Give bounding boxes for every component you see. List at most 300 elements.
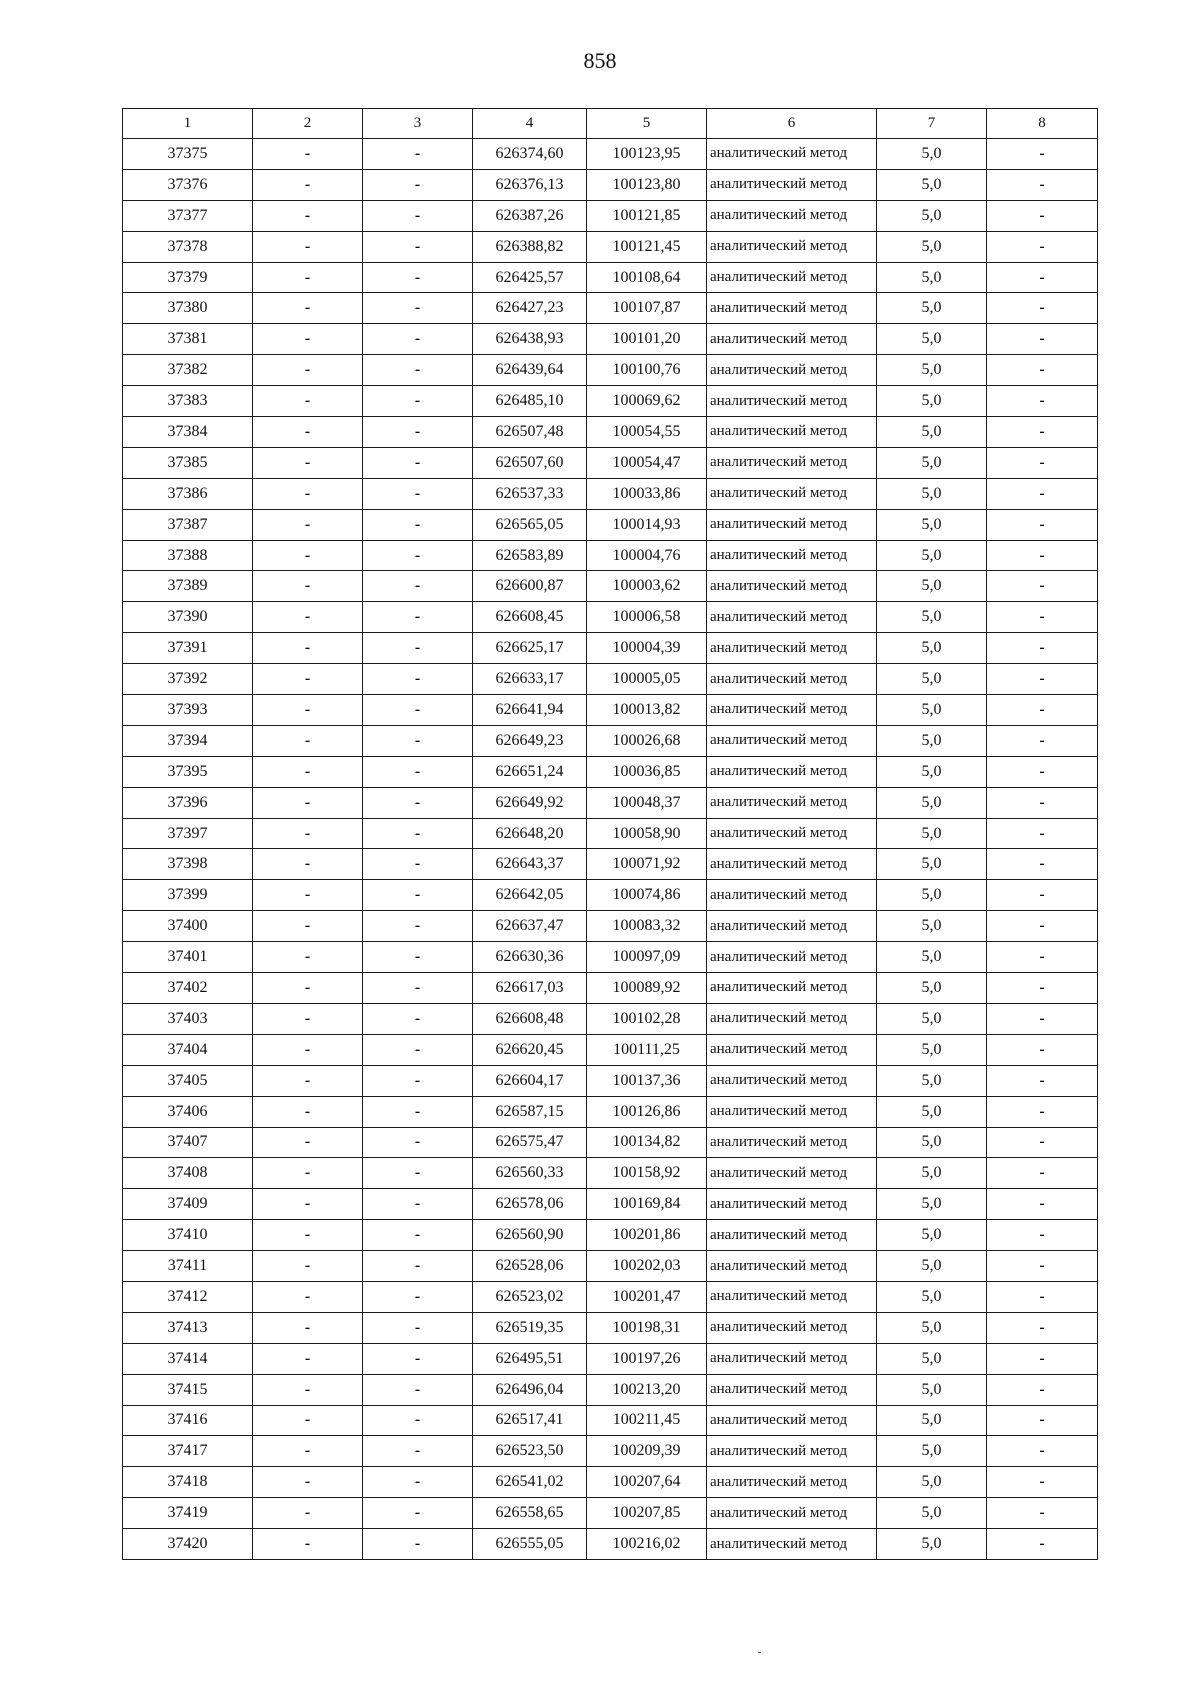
y-coordinate-cell: 100134,82 xyxy=(587,1127,707,1158)
col3-value-cell: - xyxy=(363,324,473,355)
table-row xyxy=(123,1281,1098,1312)
y-coordinate-cell: 100101,20 xyxy=(587,324,707,355)
col3-value-cell: - xyxy=(363,880,473,911)
col2-value-cell: - xyxy=(253,1003,363,1034)
accuracy-cell: 5,0 xyxy=(877,1065,987,1096)
method-cell: аналитический метод xyxy=(707,355,877,386)
x-coordinate-cell: 626587,15 xyxy=(473,1096,587,1127)
accuracy-cell: 5,0 xyxy=(877,725,987,756)
method-cell: аналитический метод xyxy=(707,478,877,509)
x-coordinate-cell: 626642,05 xyxy=(473,880,587,911)
accuracy-cell: 5,0 xyxy=(877,973,987,1004)
point-number-cell: 37388 xyxy=(123,540,253,571)
y-coordinate-cell: 100058,90 xyxy=(587,818,707,849)
column-header: 6 xyxy=(707,109,877,139)
y-coordinate-cell: 100201,47 xyxy=(587,1281,707,1312)
method-cell: аналитический метод xyxy=(707,1374,877,1405)
point-number-cell: 37391 xyxy=(123,633,253,664)
table-row xyxy=(123,509,1098,540)
point-number-cell: 37396 xyxy=(123,787,253,818)
point-number-cell: 37400 xyxy=(123,911,253,942)
col2-value-cell: - xyxy=(253,417,363,448)
method-cell: аналитический метод xyxy=(707,942,877,973)
table-body xyxy=(123,139,1098,1560)
col2-value-cell: - xyxy=(253,231,363,262)
col8-value-cell: - xyxy=(987,417,1098,448)
table-row xyxy=(123,231,1098,262)
table-row xyxy=(123,447,1098,478)
coordinates-table xyxy=(122,108,1098,1560)
point-number-cell: 37398 xyxy=(123,849,253,880)
accuracy-cell: 5,0 xyxy=(877,1436,987,1467)
table-row xyxy=(123,1096,1098,1127)
table-row xyxy=(123,1127,1098,1158)
point-number-cell: 37399 xyxy=(123,880,253,911)
column-header: 4 xyxy=(473,109,587,139)
col8-value-cell: - xyxy=(987,262,1098,293)
table-row xyxy=(123,1251,1098,1282)
method-cell: аналитический метод xyxy=(707,1281,877,1312)
col2-value-cell: - xyxy=(253,1127,363,1158)
point-number-cell: 37386 xyxy=(123,478,253,509)
point-number-cell: 37413 xyxy=(123,1312,253,1343)
y-coordinate-cell: 100054,47 xyxy=(587,447,707,478)
accuracy-cell: 5,0 xyxy=(877,324,987,355)
y-coordinate-cell: 100005,05 xyxy=(587,664,707,695)
table-row xyxy=(123,633,1098,664)
col8-value-cell: - xyxy=(987,1158,1098,1189)
col3-value-cell: - xyxy=(363,231,473,262)
method-cell: аналитический метод xyxy=(707,756,877,787)
x-coordinate-cell: 626523,02 xyxy=(473,1281,587,1312)
table-row xyxy=(123,725,1098,756)
table-row xyxy=(123,1529,1098,1560)
x-coordinate-cell: 626558,65 xyxy=(473,1498,587,1529)
x-coordinate-cell: 626633,17 xyxy=(473,664,587,695)
x-coordinate-cell: 626388,82 xyxy=(473,231,587,262)
x-coordinate-cell: 626541,02 xyxy=(473,1467,587,1498)
method-cell: аналитический метод xyxy=(707,169,877,200)
accuracy-cell: 5,0 xyxy=(877,1374,987,1405)
y-coordinate-cell: 100069,62 xyxy=(587,386,707,417)
col3-value-cell: - xyxy=(363,1312,473,1343)
x-coordinate-cell: 626578,06 xyxy=(473,1189,587,1220)
coordinates-table-container xyxy=(122,108,1097,1560)
col3-value-cell: - xyxy=(363,478,473,509)
table-row xyxy=(123,386,1098,417)
x-coordinate-cell: 626439,64 xyxy=(473,355,587,386)
y-coordinate-cell: 100100,76 xyxy=(587,355,707,386)
col3-value-cell: - xyxy=(363,756,473,787)
col8-value-cell: - xyxy=(987,231,1098,262)
method-cell: аналитический метод xyxy=(707,1034,877,1065)
col2-value-cell: - xyxy=(253,1281,363,1312)
point-number-cell: 37380 xyxy=(123,293,253,324)
col3-value-cell: - xyxy=(363,849,473,880)
table-row xyxy=(123,880,1098,911)
x-coordinate-cell: 626651,24 xyxy=(473,756,587,787)
accuracy-cell: 5,0 xyxy=(877,262,987,293)
accuracy-cell: 5,0 xyxy=(877,417,987,448)
table-row xyxy=(123,1220,1098,1251)
col2-value-cell: - xyxy=(253,880,363,911)
y-coordinate-cell: 100201,86 xyxy=(587,1220,707,1251)
col8-value-cell: - xyxy=(987,818,1098,849)
y-coordinate-cell: 100207,85 xyxy=(587,1498,707,1529)
accuracy-cell: 5,0 xyxy=(877,1405,987,1436)
header-row xyxy=(123,109,1098,139)
point-number-cell: 37376 xyxy=(123,169,253,200)
y-coordinate-cell: 100074,86 xyxy=(587,880,707,911)
col8-value-cell: - xyxy=(987,447,1098,478)
col8-value-cell: - xyxy=(987,787,1098,818)
col3-value-cell: - xyxy=(363,1281,473,1312)
point-number-cell: 37390 xyxy=(123,602,253,633)
x-coordinate-cell: 626604,17 xyxy=(473,1065,587,1096)
y-coordinate-cell: 100004,39 xyxy=(587,633,707,664)
method-cell: аналитический метод xyxy=(707,1127,877,1158)
col2-value-cell: - xyxy=(253,756,363,787)
col3-value-cell: - xyxy=(363,1189,473,1220)
x-coordinate-cell: 626507,48 xyxy=(473,417,587,448)
method-cell: аналитический метод xyxy=(707,973,877,1004)
col3-value-cell: - xyxy=(363,1498,473,1529)
table-row xyxy=(123,1312,1098,1343)
point-number-cell: 37375 xyxy=(123,139,253,170)
x-coordinate-cell: 626625,17 xyxy=(473,633,587,664)
x-coordinate-cell: 626560,33 xyxy=(473,1158,587,1189)
col8-value-cell: - xyxy=(987,1529,1098,1560)
table-row xyxy=(123,1374,1098,1405)
col3-value-cell: - xyxy=(363,725,473,756)
y-coordinate-cell: 100102,28 xyxy=(587,1003,707,1034)
col2-value-cell: - xyxy=(253,725,363,756)
point-number-cell: 37414 xyxy=(123,1343,253,1374)
x-coordinate-cell: 626495,51 xyxy=(473,1343,587,1374)
y-coordinate-cell: 100121,85 xyxy=(587,200,707,231)
col2-value-cell: - xyxy=(253,262,363,293)
point-number-cell: 37403 xyxy=(123,1003,253,1034)
col2-value-cell: - xyxy=(253,1189,363,1220)
accuracy-cell: 5,0 xyxy=(877,1003,987,1034)
col8-value-cell: - xyxy=(987,1034,1098,1065)
col8-value-cell: - xyxy=(987,540,1098,571)
col8-value-cell: - xyxy=(987,1312,1098,1343)
y-coordinate-cell: 100036,85 xyxy=(587,756,707,787)
col3-value-cell: - xyxy=(363,1158,473,1189)
method-cell: аналитический метод xyxy=(707,911,877,942)
x-coordinate-cell: 626507,60 xyxy=(473,447,587,478)
accuracy-cell: 5,0 xyxy=(877,911,987,942)
method-cell: аналитический метод xyxy=(707,1065,877,1096)
y-coordinate-cell: 100137,36 xyxy=(587,1065,707,1096)
point-number-cell: 37408 xyxy=(123,1158,253,1189)
accuracy-cell: 5,0 xyxy=(877,1127,987,1158)
method-cell: аналитический метод xyxy=(707,540,877,571)
x-coordinate-cell: 626575,47 xyxy=(473,1127,587,1158)
col3-value-cell: - xyxy=(363,695,473,726)
col8-value-cell: - xyxy=(987,386,1098,417)
col8-value-cell: - xyxy=(987,1498,1098,1529)
x-coordinate-cell: 626496,04 xyxy=(473,1374,587,1405)
col3-value-cell: - xyxy=(363,1003,473,1034)
col2-value-cell: - xyxy=(253,200,363,231)
col8-value-cell: - xyxy=(987,293,1098,324)
col3-value-cell: - xyxy=(363,1343,473,1374)
x-coordinate-cell: 626517,41 xyxy=(473,1405,587,1436)
y-coordinate-cell: 100033,86 xyxy=(587,478,707,509)
accuracy-cell: 5,0 xyxy=(877,293,987,324)
col3-value-cell: - xyxy=(363,1374,473,1405)
col3-value-cell: - xyxy=(363,633,473,664)
col8-value-cell: - xyxy=(987,756,1098,787)
accuracy-cell: 5,0 xyxy=(877,1281,987,1312)
table-row xyxy=(123,695,1098,726)
col3-value-cell: - xyxy=(363,664,473,695)
col2-value-cell: - xyxy=(253,1436,363,1467)
x-coordinate-cell: 626608,48 xyxy=(473,1003,587,1034)
table-row xyxy=(123,787,1098,818)
y-coordinate-cell: 100126,86 xyxy=(587,1096,707,1127)
x-coordinate-cell: 626648,20 xyxy=(473,818,587,849)
col3-value-cell: - xyxy=(363,1034,473,1065)
x-coordinate-cell: 626537,33 xyxy=(473,478,587,509)
point-number-cell: 37407 xyxy=(123,1127,253,1158)
col8-value-cell: - xyxy=(987,571,1098,602)
method-cell: аналитический метод xyxy=(707,1498,877,1529)
table-row xyxy=(123,1034,1098,1065)
col2-value-cell: - xyxy=(253,386,363,417)
col2-value-cell: - xyxy=(253,633,363,664)
col2-value-cell: - xyxy=(253,1374,363,1405)
point-number-cell: 37404 xyxy=(123,1034,253,1065)
table-row xyxy=(123,355,1098,386)
col8-value-cell: - xyxy=(987,942,1098,973)
accuracy-cell: 5,0 xyxy=(877,1158,987,1189)
col2-value-cell: - xyxy=(253,1405,363,1436)
col2-value-cell: - xyxy=(253,324,363,355)
accuracy-cell: 5,0 xyxy=(877,540,987,571)
col3-value-cell: - xyxy=(363,1065,473,1096)
col3-value-cell: - xyxy=(363,571,473,602)
table-row xyxy=(123,664,1098,695)
y-coordinate-cell: 100026,68 xyxy=(587,725,707,756)
point-number-cell: 37402 xyxy=(123,973,253,1004)
y-coordinate-cell: 100003,62 xyxy=(587,571,707,602)
table-row xyxy=(123,324,1098,355)
accuracy-cell: 5,0 xyxy=(877,1312,987,1343)
col8-value-cell: - xyxy=(987,1374,1098,1405)
accuracy-cell: 5,0 xyxy=(877,1096,987,1127)
point-number-cell: 37377 xyxy=(123,200,253,231)
method-cell: аналитический метод xyxy=(707,1529,877,1560)
accuracy-cell: 5,0 xyxy=(877,200,987,231)
x-coordinate-cell: 626600,87 xyxy=(473,571,587,602)
y-coordinate-cell: 100207,64 xyxy=(587,1467,707,1498)
column-header: 7 xyxy=(877,109,987,139)
col3-value-cell: - xyxy=(363,509,473,540)
y-coordinate-cell: 100121,45 xyxy=(587,231,707,262)
table-row xyxy=(123,1158,1098,1189)
accuracy-cell: 5,0 xyxy=(877,633,987,664)
point-number-cell: 37378 xyxy=(123,231,253,262)
col2-value-cell: - xyxy=(253,1312,363,1343)
point-number-cell: 37387 xyxy=(123,509,253,540)
point-number-cell: 37389 xyxy=(123,571,253,602)
table-row xyxy=(123,139,1098,170)
col3-value-cell: - xyxy=(363,818,473,849)
method-cell: аналитический метод xyxy=(707,1158,877,1189)
col8-value-cell: - xyxy=(987,1343,1098,1374)
table-row xyxy=(123,1436,1098,1467)
point-number-cell: 37383 xyxy=(123,386,253,417)
method-cell: аналитический метод xyxy=(707,725,877,756)
column-header: 3 xyxy=(363,109,473,139)
method-cell: аналитический метод xyxy=(707,818,877,849)
col3-value-cell: - xyxy=(363,540,473,571)
method-cell: аналитический метод xyxy=(707,1251,877,1282)
col2-value-cell: - xyxy=(253,1065,363,1096)
col8-value-cell: - xyxy=(987,1096,1098,1127)
x-coordinate-cell: 626438,93 xyxy=(473,324,587,355)
method-cell: аналитический метод xyxy=(707,200,877,231)
accuracy-cell: 5,0 xyxy=(877,386,987,417)
table-row xyxy=(123,942,1098,973)
accuracy-cell: 5,0 xyxy=(877,1189,987,1220)
col8-value-cell: - xyxy=(987,200,1098,231)
y-coordinate-cell: 100004,76 xyxy=(587,540,707,571)
table-row xyxy=(123,849,1098,880)
accuracy-cell: 5,0 xyxy=(877,1034,987,1065)
x-coordinate-cell: 626583,89 xyxy=(473,540,587,571)
col2-value-cell: - xyxy=(253,139,363,170)
col2-value-cell: - xyxy=(253,818,363,849)
table-row xyxy=(123,1467,1098,1498)
col8-value-cell: - xyxy=(987,602,1098,633)
point-number-cell: 37410 xyxy=(123,1220,253,1251)
y-coordinate-cell: 100158,92 xyxy=(587,1158,707,1189)
col2-value-cell: - xyxy=(253,169,363,200)
point-number-cell: 37393 xyxy=(123,695,253,726)
y-coordinate-cell: 100111,25 xyxy=(587,1034,707,1065)
x-coordinate-cell: 626620,45 xyxy=(473,1034,587,1065)
col8-value-cell: - xyxy=(987,1189,1098,1220)
x-coordinate-cell: 626641,94 xyxy=(473,695,587,726)
accuracy-cell: 5,0 xyxy=(877,787,987,818)
y-coordinate-cell: 100123,80 xyxy=(587,169,707,200)
method-cell: аналитический метод xyxy=(707,1436,877,1467)
table-row xyxy=(123,1065,1098,1096)
col8-value-cell: - xyxy=(987,1220,1098,1251)
table-row xyxy=(123,200,1098,231)
col8-value-cell: - xyxy=(987,1405,1098,1436)
table-row xyxy=(123,262,1098,293)
col2-value-cell: - xyxy=(253,509,363,540)
x-coordinate-cell: 626425,57 xyxy=(473,262,587,293)
table-row xyxy=(123,911,1098,942)
col3-value-cell: - xyxy=(363,417,473,448)
table-row xyxy=(123,169,1098,200)
col8-value-cell: - xyxy=(987,1003,1098,1034)
point-number-cell: 37417 xyxy=(123,1436,253,1467)
point-number-cell: 37405 xyxy=(123,1065,253,1096)
col3-value-cell: - xyxy=(363,262,473,293)
method-cell: аналитический метод xyxy=(707,139,877,170)
y-coordinate-cell: 100198,31 xyxy=(587,1312,707,1343)
accuracy-cell: 5,0 xyxy=(877,849,987,880)
x-coordinate-cell: 626637,47 xyxy=(473,911,587,942)
x-coordinate-cell: 626649,23 xyxy=(473,725,587,756)
col8-value-cell: - xyxy=(987,664,1098,695)
col2-value-cell: - xyxy=(253,787,363,818)
col3-value-cell: - xyxy=(363,973,473,1004)
accuracy-cell: 5,0 xyxy=(877,756,987,787)
method-cell: аналитический метод xyxy=(707,880,877,911)
col2-value-cell: - xyxy=(253,849,363,880)
table-row xyxy=(123,417,1098,448)
method-cell: аналитический метод xyxy=(707,386,877,417)
method-cell: аналитический метод xyxy=(707,695,877,726)
column-header: 8 xyxy=(987,109,1098,139)
col2-value-cell: - xyxy=(253,293,363,324)
method-cell: аналитический метод xyxy=(707,787,877,818)
x-coordinate-cell: 626523,50 xyxy=(473,1436,587,1467)
x-coordinate-cell: 626617,03 xyxy=(473,973,587,1004)
point-number-cell: 37394 xyxy=(123,725,253,756)
y-coordinate-cell: 100209,39 xyxy=(587,1436,707,1467)
x-coordinate-cell: 626427,23 xyxy=(473,293,587,324)
point-number-cell: 37416 xyxy=(123,1405,253,1436)
col2-value-cell: - xyxy=(253,1220,363,1251)
col3-value-cell: - xyxy=(363,1127,473,1158)
col2-value-cell: - xyxy=(253,911,363,942)
table-row xyxy=(123,571,1098,602)
point-number-cell: 37385 xyxy=(123,447,253,478)
y-coordinate-cell: 100054,55 xyxy=(587,417,707,448)
y-coordinate-cell: 100083,32 xyxy=(587,911,707,942)
col8-value-cell: - xyxy=(987,973,1098,1004)
col8-value-cell: - xyxy=(987,1281,1098,1312)
col3-value-cell: - xyxy=(363,200,473,231)
accuracy-cell: 5,0 xyxy=(877,818,987,849)
method-cell: аналитический метод xyxy=(707,1467,877,1498)
col3-value-cell: - xyxy=(363,1220,473,1251)
col3-value-cell: - xyxy=(363,1405,473,1436)
method-cell: аналитический метод xyxy=(707,633,877,664)
table-row xyxy=(123,540,1098,571)
point-number-cell: 37382 xyxy=(123,355,253,386)
method-cell: аналитический метод xyxy=(707,509,877,540)
accuracy-cell: 5,0 xyxy=(877,880,987,911)
x-coordinate-cell: 626608,45 xyxy=(473,602,587,633)
col2-value-cell: - xyxy=(253,1529,363,1560)
column-header: 1 xyxy=(123,109,253,139)
col2-value-cell: - xyxy=(253,973,363,1004)
method-cell: аналитический метод xyxy=(707,602,877,633)
y-coordinate-cell: 100169,84 xyxy=(587,1189,707,1220)
point-number-cell: 37384 xyxy=(123,417,253,448)
col2-value-cell: - xyxy=(253,1251,363,1282)
accuracy-cell: 5,0 xyxy=(877,447,987,478)
col3-value-cell: - xyxy=(363,1467,473,1498)
y-coordinate-cell: 100211,45 xyxy=(587,1405,707,1436)
col8-value-cell: - xyxy=(987,849,1098,880)
accuracy-cell: 5,0 xyxy=(877,231,987,262)
col8-value-cell: - xyxy=(987,725,1098,756)
point-number-cell: 37392 xyxy=(123,664,253,695)
accuracy-cell: 5,0 xyxy=(877,695,987,726)
col2-value-cell: - xyxy=(253,695,363,726)
